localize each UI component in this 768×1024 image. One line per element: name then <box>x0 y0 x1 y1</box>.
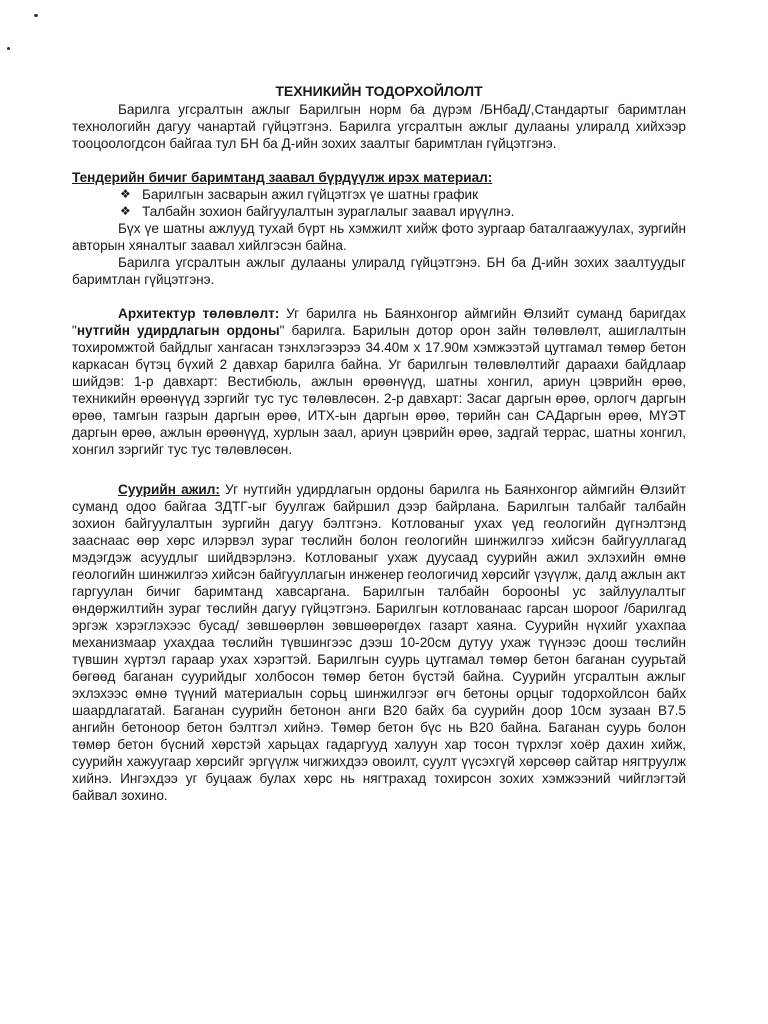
spacer <box>72 458 686 475</box>
list-item <box>72 203 686 220</box>
list-item <box>72 186 686 203</box>
foundation-paragraph <box>72 481 686 804</box>
scan-speck <box>34 14 38 17</box>
list-item-text: Барилгын засварын ажил гүйцэтгэх үе шатны график <box>142 187 479 202</box>
diamond-bullet-icon: ❖ <box>120 204 131 218</box>
building-name: нутгийн удирдлагын ордоны <box>76 323 280 338</box>
document-page <box>72 83 686 804</box>
spacer <box>72 288 686 305</box>
foundation-text: Уг нутгийн удирдлагын ордоны барилга нь Баянхонгор аймгийн Өлзийт суманд одоо байгаа ЗДТГ-ыг буулгаж байршил дээр байрлана. Барилгын талбайг талбайн зохион байгуулалтын зургийн дагуу бэлтгэнэ. Котлованыг ухах үед геологийн дүгнэлтэнд зааснаас өөр хөрс илэрвэл зураг төслийн болон геологийн шинжилгээ хийсэн байгууллагад мэдэгдэж асуудлыг шийдвэрлэнэ. Котлованыг ухаж дуусаад суурийн ажил эхлэхийн өмнө геологийн шинжилгээ хийсэн байгууллагын инженер геологичид хөрсийг үзүүлж, далд ажлын акт гаргуулан бичиг баримтанд хавсаргана. Барилгын талбайн бороонЫ ус зайлуулалтыг өндөржилтийн зураг төслийн дагуу гүйцэтгэнэ. Барилгын котлованаас гарсан шороог /барилгад эргэж хэрэглэхээс бусад/ зөвшөөрлөн зөвшөөрөгдөх газарт хаяна. Суурийн нүхийг ухахпаа механизмаар ухахдаа төслийн түвшингээс дээш 10-20см дутуу ухаж түүнээс доош төслийн түвшин хүртэл гараар ухах хэрэгтэй. Барилгын суурь цутгамал төмөр бетон баганан суурьтай бөгөөд баганан суурийдыг холбосон төмөр бетон бүстэй байна. Суурийн угсралтын ажлыг эхлэхээс өмнө түүний материалын сорьц шинжилгээг өгч бетоны орцыг тодорхойлсон байх шаардлагатай. Баганан суурийн бетонон анги В20 байх ба суурийн доор 10см зузаан В7.5 ангийн бетоноор бетон бэлтгэл хийнэ. Төмөр бетон бүс нь В20 байна. Баганан суурь болон төмөр бетон бүсний хөрстэй харьцах гадаргууд халуун хар тосон түрхлэг хоёр дахин хийж, суурийн хажуугаар хөрсийг эргүүлж чигжихдээ овоилт, суулт үүсэхгүй хөрсөөр сайтар нягтруулж хийнэ. Ингэхдээ уг буцааж булах хөрс нь нягтрахад тохирсон зохих хэмжээний чийглэгтэй байвал зохино. <box>72 482 686 803</box>
architecture-label: Архитектур төлөвлөлт: <box>118 306 280 321</box>
architecture-text-b: " барилга. Барилын дотор орон зайн төлөвлөлт, ашиглалтын тохиромжтой байдлыг хангасан тэнхлэгээрээ 34.40м х 17.90м хэмжээтэй цутгамал төмөр бетон каркасан бүтэц бүхий 2 давхар барилга байна. Уг барилгын төлөвлөлтийг дараахи байдлаар шийдэв: 1-р давхарт: Вестибюль, ажлын өрөөнүүд, шатны хонгил, ариун цэврийн өрөө, техникийн өрөөнүүд зэргийг тус тус төлөвлөсөн. 2-р давхарт: Засаг даргын өрөө, орлогч даргын өрөө, тамгын газрын даргын өрөө, ИТХ-ын даргын өрөө, төрийн сан САДаргын өрөө, МҮЭТ даргын өрөө, ажлын өрөөнүүд, хурлын заал, ариун цэврийн өрөө, задгай террас, шатны хонгил, хонгил зэргийг тус тус төлөвлөсөн. <box>72 323 687 457</box>
list-item-text: Талбайн зохион байгуулалтын зураглалыг заавал ирүүлнэ. <box>142 204 515 219</box>
tender-paragraph-1: Бүх үе шатны ажлууд тухай бүрт нь хэмжилт хийж фото зургаар баталгаажуулах, зургийн авторын хяналтыг заавал хийлгэсэн байна. <box>72 221 686 253</box>
document-title: ТЕХНИКИЙН ТОДОРХОЙЛОЛТ <box>275 83 483 99</box>
spacer <box>72 152 686 169</box>
foundation-label: Суурийн ажил: <box>118 482 220 497</box>
tender-paragraph-2: Барилга угсралтын ажлыг дулааны улиралд гүйцэтгэнэ. БН ба Д-ийн зохих заалтуудыг баримтлан гүйцэтгэнэ. <box>72 255 686 287</box>
diamond-bullet-icon: ❖ <box>120 187 131 201</box>
scan-speck <box>7 47 10 50</box>
intro-paragraph: Барилга угсралтын ажлыг Барилгын норм ба дүрэм /БНбаД/,Стандартыг баримтлан технологийн дагуу чанартай гүйцэтгэнэ. Барилга угсралтын ажлыг дулааны улиралд хийхээр тооцоологдсон байгаа тул БН ба Д-ийн зохих заалтыг баримтлан гүйцэтгэнэ. <box>72 102 686 151</box>
tender-heading: Тендерийн бичиг баримтанд заавал бүрдүүлж ирэх материал: <box>72 170 493 185</box>
architecture-paragraph <box>72 305 686 458</box>
architecture-text-a: Уг барилга нь Баянхонгор аймгийн Өлзийт суманд баригдах " <box>72 306 686 338</box>
